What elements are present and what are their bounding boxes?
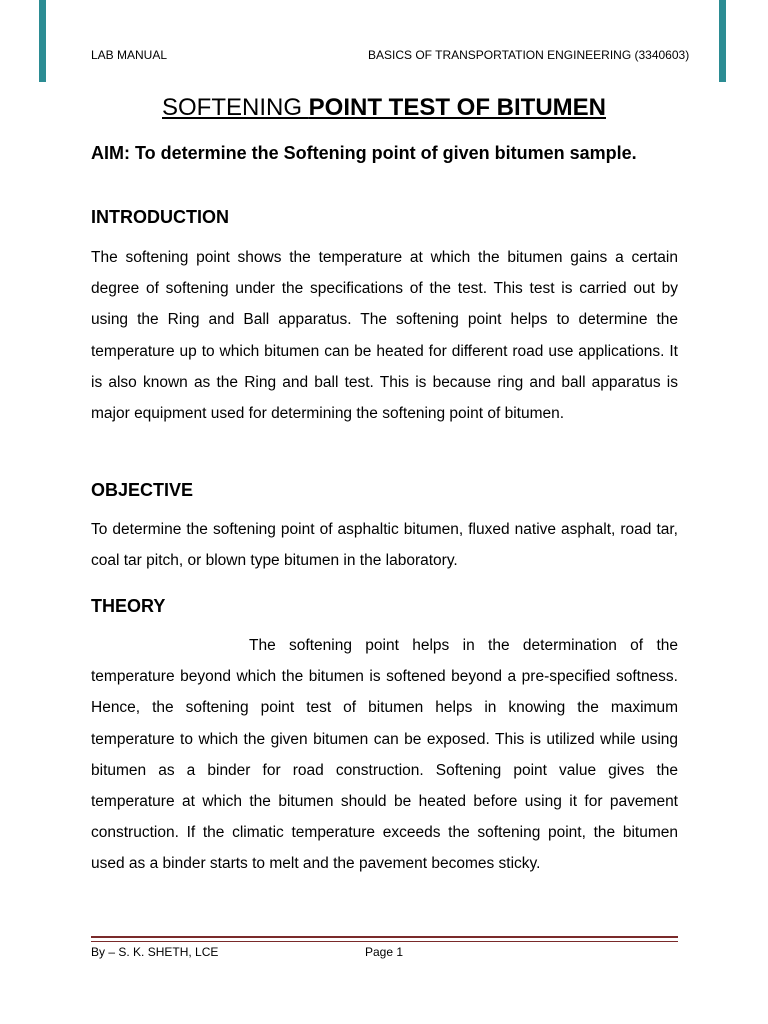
objective-text: To determine the softening point of asphaltic bitumen, fluxed native asphalt, road tar, coal tar pitch, or blown type bitumen in the laboratory. (91, 521, 678, 570)
title-normal: SOFTENING (162, 94, 309, 121)
footer-page-number: Page 1 (365, 945, 404, 959)
left-margin-bar (39, 0, 46, 82)
footer-rule-thick (91, 936, 678, 938)
theory-text: The softening point helps in the determination of the temperature beyond which the bitumen is softened beyond a pre-specified softness. Hence, the softening point test of bitumen helps in knowing the maximum temperature to which the given bitumen can be exposed. This is utilized while using bitumen as a binder for road construction. Softening point value gives the temperature at which the bitumen should be heated before using it for pavement construction. If the climatic temperature exceeds the softening point, the bitumen used as a binder starts to melt and the pavement becomes sticky. (91, 637, 678, 873)
header-right-text: BASICS OF TRANSPORTATION ENGINEERING (3340603) (368, 48, 690, 62)
theory-heading: THEORY (91, 596, 166, 616)
page-title (0, 94, 768, 122)
right-margin-bar (719, 0, 726, 82)
header-left-text: LAB MANUAL (91, 48, 168, 62)
title-bold: POINT TEST OF BITUMEN (308, 94, 606, 121)
introduction-heading: INTRODUCTION (91, 207, 229, 227)
footer-author: By – S. K. SHETH, LCE (91, 945, 219, 959)
footer-rule-thin (91, 941, 678, 942)
aim-statement: AIM: To determine the Softening point of given bitumen sample. (91, 143, 637, 163)
introduction-text: The softening point shows the temperature at which the bitumen gains a certain degree of softening under the specifications of the test. This test is carried out by using the Ring and Ball apparatus. The softening point helps to determine the temperature up to which bitumen can be heated for different road use applications. It is also known as the Ring and ball test. This is because ring and ball apparatus is major equipment used for determining the softening point of bitumen. (91, 249, 678, 423)
objective-heading: OBJECTIVE (91, 480, 194, 500)
